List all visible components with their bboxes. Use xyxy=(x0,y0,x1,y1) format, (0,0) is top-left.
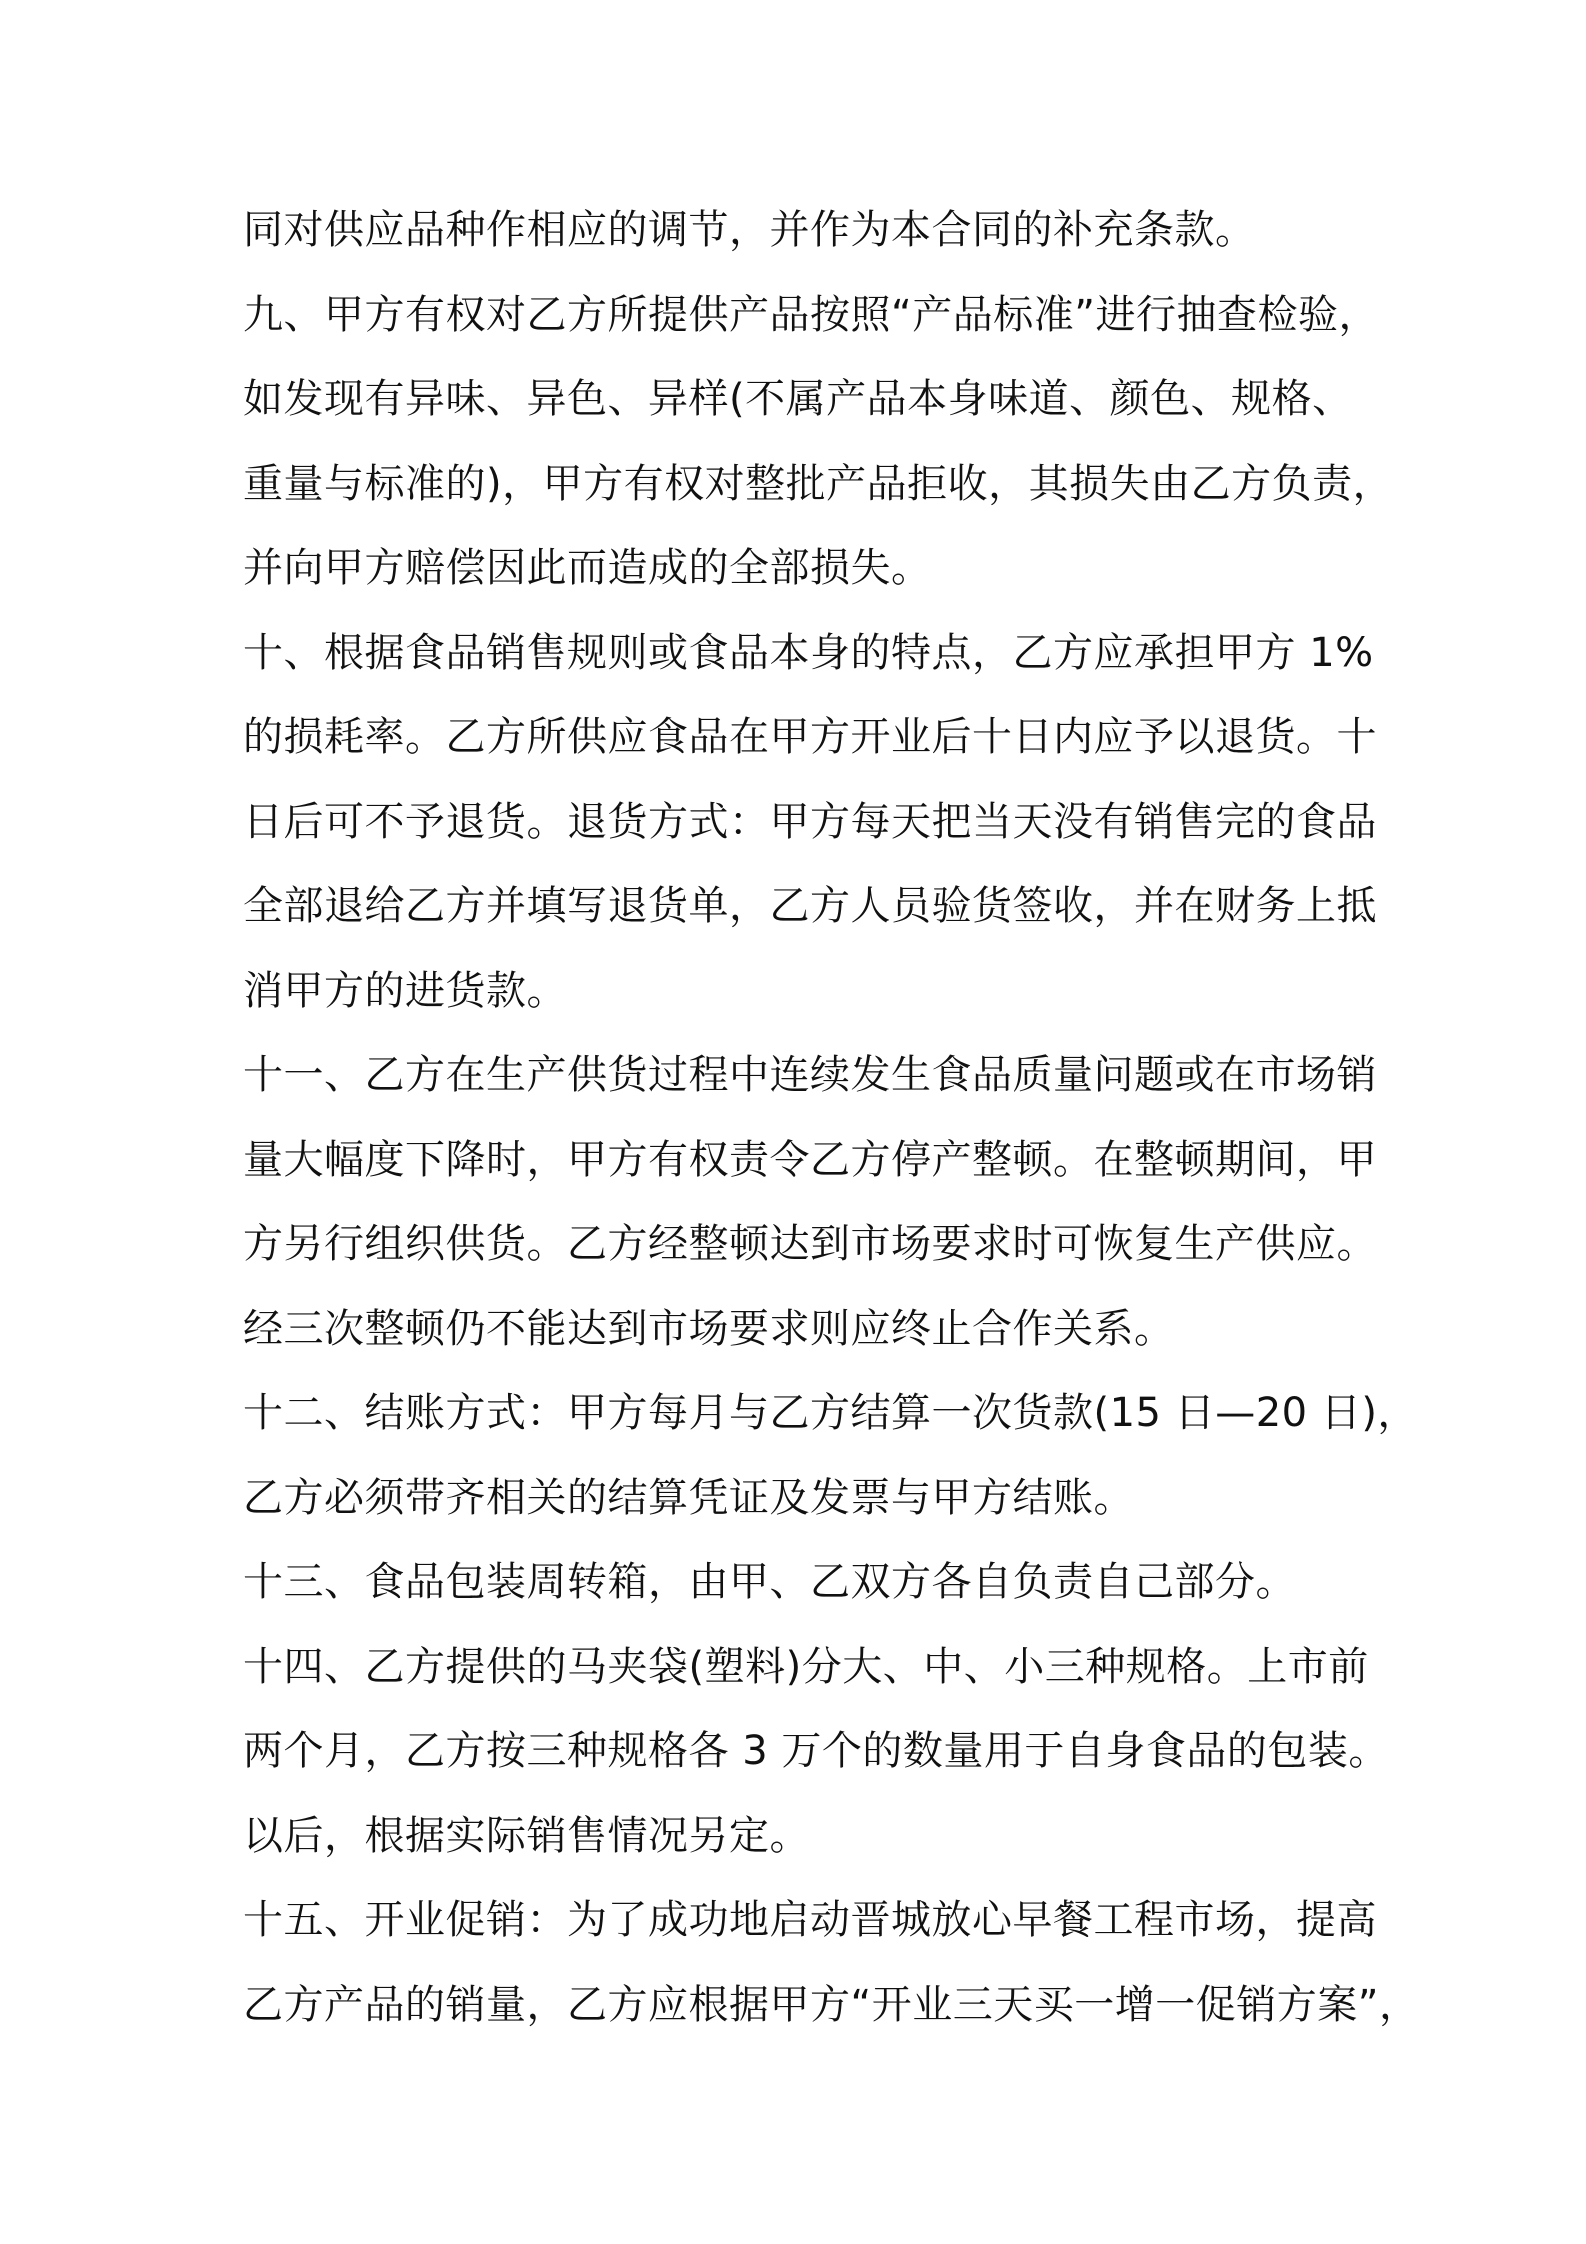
text-line: 日后可不予退货。退货方式：甲方每天把当天没有销售完的食品 xyxy=(243,798,1377,845)
text-line: 九、甲方有权对乙方所提供产品按照“产品标准”进行抽查检验， xyxy=(243,291,1379,338)
text-line: 乙方必须带齐相关的结算凭证及发票与甲方结账。 xyxy=(243,1474,1134,1521)
text-line: 十三、食品包装周转箱，由甲、乙双方各自负责自己部分。 xyxy=(243,1559,1296,1605)
text-line: 方另行组织供货。乙方经整顿达到市场要求时可恢复生产供应。 xyxy=(243,1221,1377,1267)
text-line: 同对供应品种作相应的调节，并作为本合同的补充条款。 xyxy=(243,207,1256,253)
text-line: 十、根据食品销售规则或食品本身的特点，乙方应承担甲方 1% xyxy=(243,629,1374,676)
text-line: 以后，根据实际销售情况另定。 xyxy=(243,1812,810,1859)
text-line: 十四、乙方提供的马夹袋(塑料)分大、中、小三种规格。上市前 xyxy=(243,1643,1369,1690)
contract-text xyxy=(243,188,1420,2047)
text-line: 并向甲方赔偿因此而造成的全部损失。 xyxy=(243,545,932,591)
text-line: 全部退给乙方并填写退货单，乙方人员验货签收，并在财务上抵 xyxy=(243,883,1377,929)
text-line: 如发现有异味、异色、异样(不属产品本身味道、颜色、规格、 xyxy=(243,376,1353,422)
text-line: 十二、结账方式：甲方每月与乙方结算一次货款(15 日—20 日)， xyxy=(243,1390,1418,1436)
text-line: 两个月，乙方按三种规格各 3 万个的数量用于自身食品的包装。 xyxy=(243,1728,1389,1774)
text-line: 乙方产品的销量，乙方应根据甲方“开业三天买一增一促销方案”， xyxy=(243,1981,1420,2028)
text-line: 量大幅度下降时，甲方有权责令乙方停产整顿。在整顿期间，甲 xyxy=(243,1136,1377,1183)
text-line: 十五、开业促销：为了成功地启动晋城放心早餐工程市场，提高 xyxy=(243,1897,1377,1943)
text-line: 消甲方的进货款。 xyxy=(243,967,567,1014)
text-line: 十一、乙方在生产供货过程中连续发生食品质量问题或在市场销 xyxy=(243,1052,1377,1098)
text-line: 经三次整顿仍不能达到市场要求则应终止合作关系。 xyxy=(243,1305,1175,1352)
text-line: 的损耗率。乙方所供应食品在甲方开业后十日内应予以退货。十 xyxy=(243,714,1377,760)
text-line: 重量与标准的)，甲方有权对整批产品拒收，其损失由乙方负责， xyxy=(243,460,1394,507)
